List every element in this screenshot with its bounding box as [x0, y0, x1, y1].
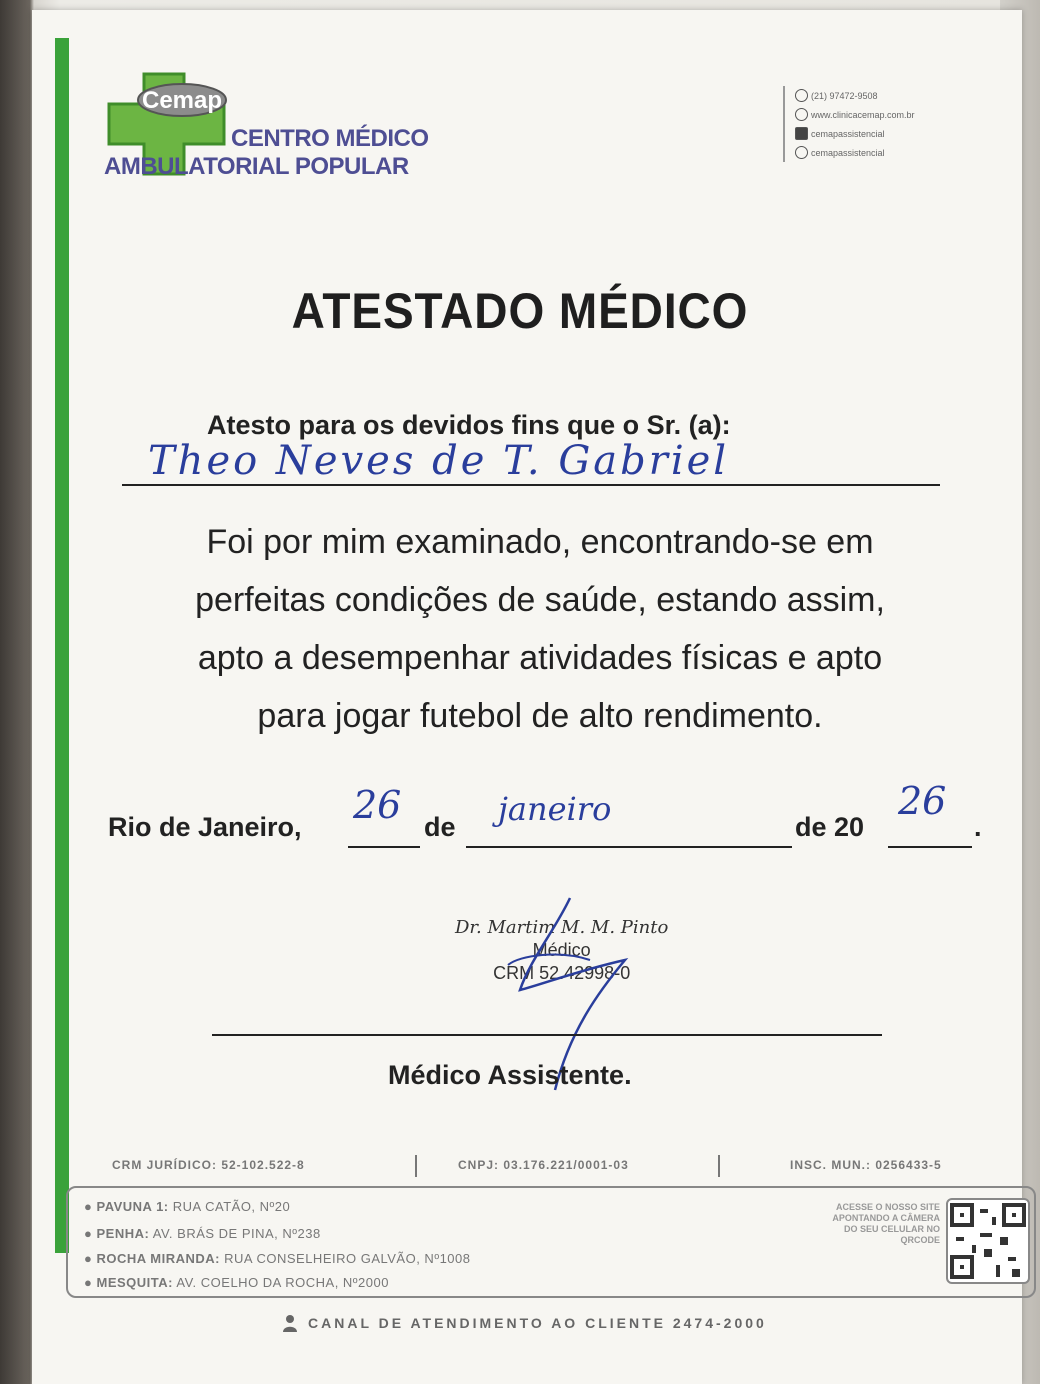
name-underline: [122, 484, 940, 486]
body-line: para jogar futebol de alto rendimento.: [257, 697, 823, 735]
location-pin-icon: ●: [84, 1275, 93, 1290]
footer-cnpj: CNPJ: 03.176.221/0001-03: [458, 1158, 629, 1172]
clinic-name-line1: CENTRO MÉDICO: [231, 125, 429, 152]
contact-facebook: cemapassistencial: [795, 124, 915, 143]
whatsapp-icon: [795, 89, 808, 102]
signature-line: [212, 1034, 882, 1036]
stamp-doctor-name: Dr. Martim M. M. Pinto: [455, 917, 669, 938]
date-end: .: [974, 812, 982, 842]
address-item: ● MESQUITA: AV. COELHO DA ROCHA, Nº2000: [84, 1275, 389, 1290]
intro-text: Atesto para os devidos fins que o Sr. (a):: [207, 410, 731, 440]
address-item: ● PAVUNA 1: RUA CATÃO, Nº20: [84, 1199, 291, 1214]
handwritten-month: janeiro: [498, 790, 612, 828]
date-city: Rio de Janeiro,: [108, 812, 302, 842]
instagram-icon: [795, 146, 808, 159]
customer-service-channel: CANAL DE ATENDIMENTO AO CLIENTE 2474-2000: [308, 1315, 767, 1331]
footer-insc: INSC. MUN.: 0256433-5: [790, 1158, 942, 1172]
stamp-crm: CRM 52.42998-0: [493, 963, 631, 983]
footer-separator: [415, 1155, 417, 1177]
year-blank: [888, 846, 972, 848]
body-line: perfeitas condições de saúde, estando assim,: [195, 581, 885, 619]
handwritten-patient-name: Theo Neves de T. Gabriel: [148, 438, 730, 484]
month-blank: [466, 846, 792, 848]
web-icon: [795, 108, 808, 121]
handwritten-day: 26: [353, 783, 402, 827]
footer-crm: CRM JURÍDICO: 52-102.522-8: [112, 1158, 305, 1172]
location-pin-icon: ●: [84, 1226, 93, 1241]
contact-instagram: cemapassistencial: [795, 143, 915, 162]
contact-website: www.clinicacemap.com.br: [795, 105, 915, 124]
handwritten-year: 26: [898, 779, 947, 823]
person-icon: [282, 1314, 298, 1332]
certificate-body: [0, 513, 1040, 745]
contact-phone: (21) 97472-9508: [795, 86, 915, 105]
qr-instructions: ACESSE O NOSSO SITE APONTANDO A CÂMERA DO SEU CELULAR NO QRCODE: [832, 1202, 940, 1245]
body-line: apto a desempenhar atividades físicas e apto: [197, 639, 883, 677]
body-line: Foi por mim examinado, encontrando-se em: [206, 523, 874, 561]
location-pin-icon: ●: [84, 1251, 93, 1266]
footer-separator: [718, 1155, 720, 1177]
contact-info: [783, 86, 915, 162]
address-item: ● ROCHA MIRANDA: RUA CONSELHEIRO GALVÃO, Nº1008: [84, 1251, 471, 1266]
address-item: ● PENHA: AV. BRÁS DE PINA, Nº238: [84, 1226, 321, 1241]
qr-code[interactable]: [946, 1198, 1030, 1284]
location-pin-icon: ●: [84, 1199, 93, 1214]
clinic-name-line2: AMBULATORIAL POPULAR: [104, 153, 409, 180]
brand-name: Cemap: [141, 87, 223, 114]
stamp-role: Médico: [532, 940, 591, 960]
signature-label: Médico Assistente.: [388, 1060, 632, 1090]
date-de2: de 20: [795, 812, 865, 842]
day-blank: [348, 846, 420, 848]
facebook-icon: [795, 127, 808, 140]
date-de1: de: [424, 812, 456, 842]
qr-code-icon: [948, 1200, 1028, 1282]
document-title: ATESTADO MÉDICO: [291, 283, 749, 339]
